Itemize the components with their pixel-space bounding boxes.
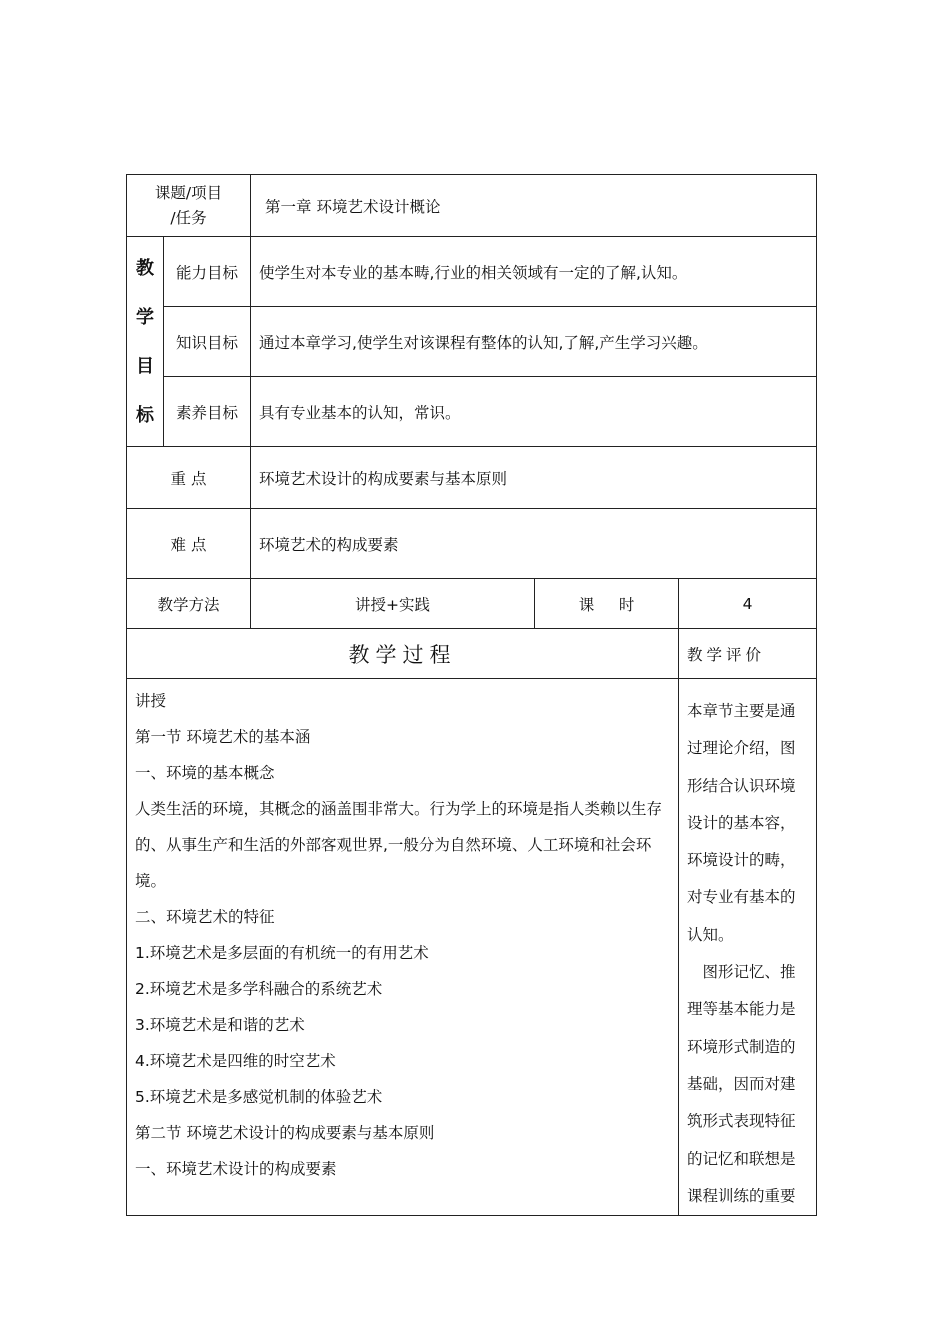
- knowledge-objective-value: 通过本章学习,使学生对该课程有整体的认知,了解,产生学习兴趣。: [251, 307, 817, 377]
- objectives-char-3: 目: [136, 355, 154, 377]
- hours-value: 4: [679, 579, 817, 629]
- method-value: 讲授+实践: [251, 579, 535, 629]
- method-label: 教学方法: [127, 579, 251, 629]
- ability-objective-value: 使学生对本专业的基本畴,行业的相关领域有一定的了解,认知。: [251, 237, 817, 307]
- subject-label-cell: [127, 175, 251, 237]
- process-line: 5.环境艺术是多感觉机制的体验艺术: [135, 1088, 383, 1106]
- lesson-plan-table: [126, 174, 817, 1216]
- process-line: 2.环境艺术是多学科融合的系统艺术: [135, 980, 383, 998]
- process-title: 教学过程: [127, 629, 679, 679]
- process-paragraph: 人类生活的环境，其概念的涵盖围非常大。行为学上的环境是指人类赖以生存的、从事生产和生活的外部客观世界,一般分为自然环境、人工环境和社会环境。: [135, 800, 663, 890]
- evaluation-content: [679, 679, 817, 1216]
- hours-label: 课 时: [535, 579, 679, 629]
- subject-value: 第一章 环境艺术设计概论: [251, 175, 817, 237]
- process-line: 4.环境艺术是四维的时空艺术: [135, 1052, 336, 1070]
- literacy-objective-value: 具有专业基本的认知，常识。: [251, 377, 817, 447]
- objectives-char-1: 教: [136, 257, 154, 279]
- ability-objective-label: 能力目标: [164, 237, 251, 307]
- key-point-value: 环境艺术设计的构成要素与基本原则: [251, 447, 817, 509]
- process-line: 二、环境艺术的特征: [135, 908, 275, 926]
- process-line: 第二节 环境艺术设计的构成要素与基本原则: [135, 1124, 435, 1142]
- subject-label-line1: 课题/项目: [154, 183, 223, 202]
- literacy-objective-label: 素养目标: [164, 377, 251, 447]
- process-line: 一、环境艺术设计的构成要素: [135, 1160, 337, 1178]
- process-line: 第一节 环境艺术的基本涵: [135, 728, 311, 746]
- process-line: 3.环境艺术是和谐的艺术: [135, 1016, 305, 1034]
- key-point-label: 重 点: [127, 447, 251, 509]
- subject-label-line2: /任务: [170, 208, 207, 227]
- knowledge-objective-label: 知识目标: [164, 307, 251, 377]
- process-line: 一、环境的基本概念: [135, 764, 275, 782]
- difficulty-label: 难 点: [127, 509, 251, 579]
- difficulty-value: 环境艺术的构成要素: [251, 509, 817, 579]
- objectives-group-label: [127, 237, 164, 447]
- objectives-char-4: 标: [136, 404, 154, 426]
- process-line: 1.环境艺术是多层面的有机统一的有用艺术: [135, 944, 429, 962]
- evaluation-paragraph-1: 本章节主要是通过理论介绍，图形结合认识环境设计的基本容，环境设计的畴，对专业有基本的认知。: [687, 702, 796, 944]
- evaluation-paragraph-2: 图形记忆、推理等基本能力是环境形式制造的基础，因而对建筑形式表现特征的记忆和联想是课程训练的重要: [687, 963, 796, 1205]
- process-line: 讲授: [135, 692, 167, 710]
- evaluation-title: 教学评价: [679, 629, 817, 679]
- objectives-char-2: 学: [136, 306, 154, 328]
- process-content: [127, 679, 679, 1216]
